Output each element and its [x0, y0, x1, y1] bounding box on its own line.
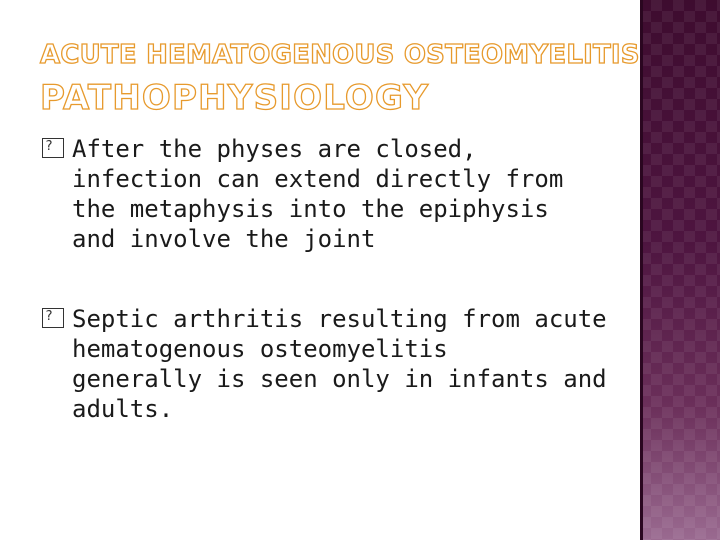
- bullet-item: [42, 304, 622, 424]
- bullet-text: After the physes are closed, infection can extend directly from the metaphysis into the epiphysis and involve the joint: [72, 135, 564, 253]
- slide-title-line-1: ACUTE HEMATOGENOUS OSTEOMYELITIS: [40, 40, 640, 70]
- bullet-list: [42, 134, 622, 424]
- missing-glyph-bullet-icon: [42, 308, 64, 328]
- slide-title-line-2: PATHOPHYSIOLOGY: [40, 78, 430, 118]
- missing-glyph-bullet-icon: [42, 138, 64, 158]
- bullet-text: Septic arthritis resulting from acute hematogenous osteomyelitis generally is seen only in infants and adults.: [72, 305, 607, 423]
- side-panel-edge: [640, 0, 643, 540]
- decorative-side-panel: [640, 0, 720, 540]
- bullet-item: [42, 134, 622, 254]
